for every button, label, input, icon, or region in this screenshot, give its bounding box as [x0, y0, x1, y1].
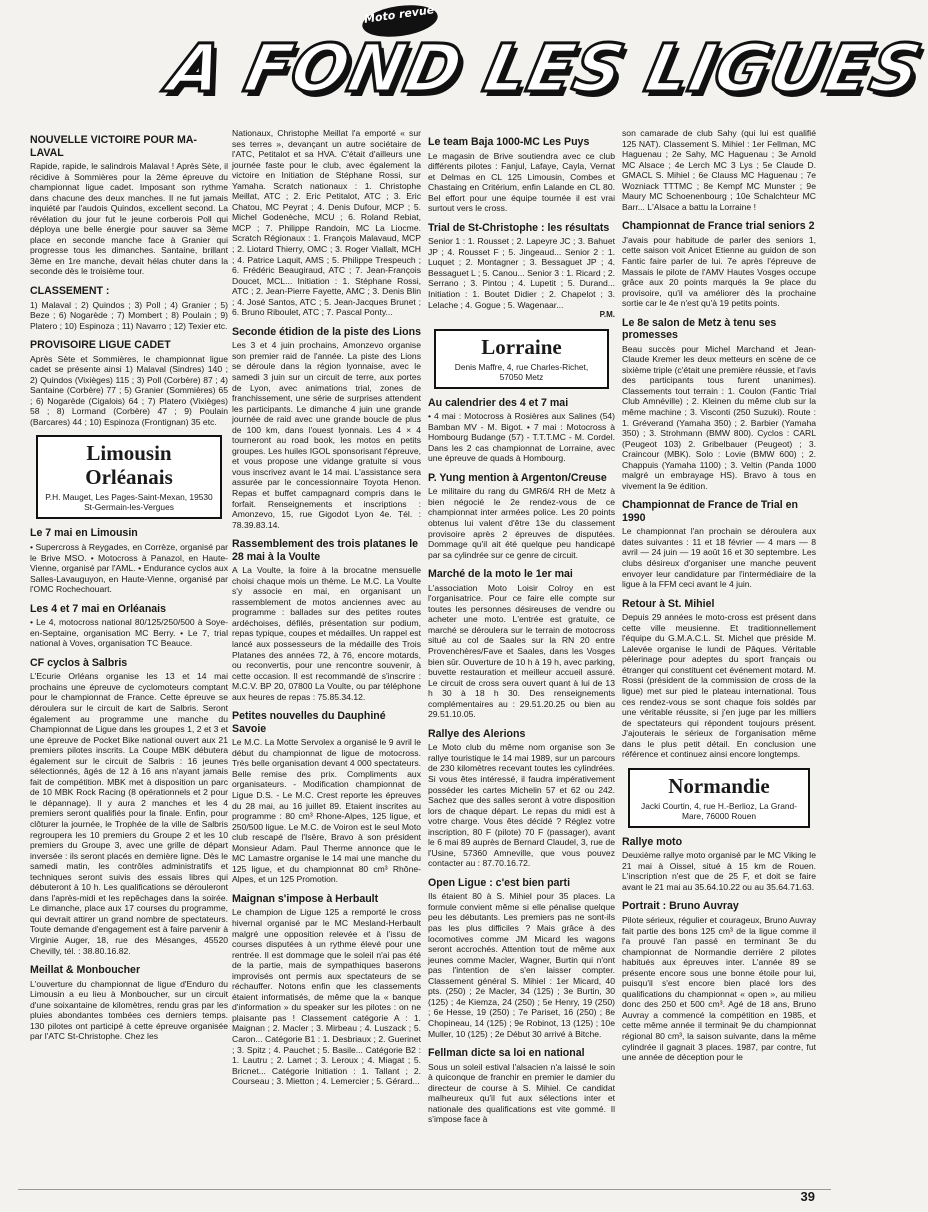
page-title: A FOND LES LIGUES [162, 30, 928, 107]
article-paragraph: Pilote sérieux, régulier et courageux, Bruno Auvray fait partie des bons 125 cm³ de la ligue comme il l'a prouvé l'an passé en terminant 3e du championnat de Normandie derrière 2 pilotes habitués aux épreuves inter. L'année 89 se présente encore sous une bonne étoile pour lui, puisqu'il s'est encore bien placé lors des qualifications du championnat « open », au milieu donc des 250 et 500 cm³. Agé de 18 ans, Bruno Auvray a commencé la compétition en 1985, et cette même année il terminait 9e du championnat régional 80 cm³, la saison suivante, dans la même cylindrée il gagnait 3 places. 1987, par contre, fut une année de déception pour le [622, 914, 816, 1063]
article-heading: Le 7 mai en Limousin [30, 527, 138, 540]
article-heading: CF cyclos à Salbris [30, 656, 128, 669]
article-paragraph: A La Voulte, la foire à la brocatne mensuelle choisi chaque mois un thème. Le M.C. La Voulte s'y associe en mai, en organisant un rassemblement de motos anciennes avec au programme : ballades sur des petites routes ardéchoises, défilés, présentation sur podium, repas typique, coupes et médailles. Un rappel est lancé aux possesseurs de la médaille des Trois Platanes des années 72, à 76, encore motards, ou reconvertis, pour une rencontre souvenir, à cette occasion. Il est recommandé de s'inscrire : M.C.V. BP 20, 07800 La Voulte, ou par téléphone aux heures de repas : 75.85.34.12. [232, 565, 421, 702]
article-paragraph: Le magasin de Brive soutiendra avec ce club différents pilotes : Fanjul, Lafaye, Cayla, Vernat et Delmas en CL 125 Limousin, Combes et Chastaing en Critérium, enfin Lalande en CL 80. Bel effort pour une équipe tournée il est vrai surtout vers le cross. [428, 150, 615, 214]
article-paragraph: Le militaire du rang du GMR6/4 RH de Metz à bien négocié le 2e rendez-vous de ce championnat inter armées police. Les 20 points obtenus lui valent d'être 13e du classement provisoire après 2 épreuves de disputées. Dommage qu'il ait été quelque peu handicapé par sa cylindrée sur ce genre de circuit. [428, 486, 615, 560]
article-heading: Le team Baja 1000-MC Les Puys [428, 136, 590, 148]
league-name: Limousin Orléanais [85, 441, 173, 490]
article-paragraph: • Supercross à Reygades, en Corrèze, organisé par le Brive MSO. • Motocross à Panazol, en Haute-Vienne, organisé par l'AML. • Endurance cyclos aux Salles-Lavauguyon, en Haute-Vienne, organisé par l'OMC Rochechouart. [30, 541, 228, 595]
league-header-box [434, 329, 609, 389]
article-paragraph: • 4 mai : Motocross à Rosières aux Salines (54) Bamban MV - M. Bigot. • 7 mai : Motocross à Hombourg Budange (57) - T.T.T.MC - M. Cordel. Dans les 2 cas championnat de Lorraine, avec une épreuve de quads à Hombourg. [428, 411, 615, 464]
page-number: 39 [800, 1189, 815, 1204]
article-paragraph: son camarade de club Sahy (qui lui est qualifié 125 NAT). Classement S. Mihiel : 1er Fellman, MC Haguenau ; 2e Sahy, MC Haguenau ; 3e Arnold MC Alsace ; 4e Lerch MC 3 Lys ; 5e Claude D. GMACL S. Mihiel ; 6e Clauss MC Haguenau ; 7e Wozniack TTTMC ; 8e Kempf MC Munster ; 9e Maury MC Schoenenbourg ; 10e Schalchteur MC Barr... L'Alsace a battu la Lorraine ! [622, 128, 816, 212]
article-paragraph: Sous un soleil estival l'alsacien n'a laissé le soin à quiconque de franchir en premier le damier du directeur de course à S. Mihiel. Ce candidat malheureux qu'il fut aux sélections inter et nationale des qualifications est vite gommé. Il s'impose face à [428, 1061, 615, 1125]
article-heading: Rallye des Alerions [428, 727, 526, 740]
footer-rule [18, 1189, 831, 1190]
article-paragraph: L'association Moto Loisir Colroy en est l'organisatrice. Pour ce faire elle compte sur toutes les personnes désireuses de vendre ou acheter une moto. L'entrée est gratuite, ce marché se déroulera sur le terrain de motocross situé au col de Saales sur la RN 20 entre Provenchères/Fave et Saales, dans les Vosges bien sûr. Ouverture de 10 h à 19 h, avec parking, buvette restauration et meilleur accueil assuré. Le circuit de cross sera ouvert quant à lui de 13 h 30 à 18 h 30. Des renseignements complémentaires au : 29.51.20.25 ou bien au 29.51.10.05. [428, 582, 615, 720]
article-paragraph: 1) Malaval ; 2) Quindos ; 3) Poll ; 4) Granier ; 5) Beze ; 6) Nogarède ; 7) Mombert ; 8) Poulain ; 9) Platero ; 10) Espinoza ; 11) Navarro ; 12) Texier etc. [30, 299, 228, 331]
column-3 [428, 128, 615, 1127]
moto-revue-logo: Moto revue [360, 1, 439, 41]
article-heading: Retour à St. Mihiel [622, 597, 715, 610]
article-heading: Petites nouvelles du Dauphiné Savoie [232, 710, 386, 735]
article-heading: Rassemblement des trois platanes le 28 mai à la Voulte [232, 538, 419, 563]
article-paragraph: Le championnat l'an prochain se déroulera aux dates suivantes : 11 et 18 février — 4 mars — 8 avril — 24 juin — 19 août 16 et 30 septembre. Les clubs désireux d'organiser une manche peuvent envoyer leur candidature par l'intermédiaire de la ligue à la FFM ceci avant le 4 juin. [622, 526, 816, 590]
article-heading: CLASSEMENT : [30, 285, 110, 298]
article-paragraph: Deuxième rallye moto organisé par le MC Viking le 21 mai à Oissel, situé à 15 km de Rouen. L'inscription n'est que de 25 F, et doit se faire avant le 21 mai au 35.64.10.22 ou au 35.64.71.63. [622, 850, 816, 892]
article-heading: Seconde étidion de la piste des Lions [232, 325, 421, 338]
league-header-box [628, 768, 810, 828]
article-paragraph: Le champion de Ligue 125 a remporté le cross hivernal organisé par le MC Mesland-Herbault malgré une opposition relevée et à l'issu de courses disputées à un rythme élevé pour une rentrée. Il est dommage que le soleil n'ai pas été de la partie, mais de sympathiques baserons improvisés ont permis aux spectateurs de se réchauffer. Notons enfin que les classements étaient informatisés, de même que la « banque d'information » du speaker sur les pilotes : on ne plaisante pas ! Classement catégorie A : 1. Maignan ; 2. Macler ; 3. Mirbeau ; 4. Luszack ; 5. Caron... Catégorie B1 : 1. Desbriaux ; 2. Guerinet ; 3. Spitz ; 4. Pauchet ; 5. Basile... Catégorie B2 : 1. Lautru ; 2. Lamet ; 3. Leroux ; 4. Miagat ; 5. Bricnet... Catégorie Initiation : 1. Tallant ; 2. Courseau ; 3. Mietton ; 4. Lemercier ; 5. Gérard... [232, 907, 421, 1087]
article-heading: Maignan s'impose à Herbault [232, 892, 379, 905]
article-heading: Open Ligue : c'est bien parti [428, 876, 571, 889]
league-name: Normandie [668, 773, 770, 798]
article-heading: P. Yung mention à Argenton/Creuse [428, 471, 607, 484]
article-paragraph: Les 3 et 4 juin prochains, Amonzevo organise son premier raid de l'année. La piste des Lions se déroule dans la région lyonnaise, avec le samedi 3 juin sur un circuit de terre, aux portes de Lyon, avec animations trial, zones de franchissement, une série de surprises attendent les participants. Le dimanche 4 juin une grande journée de raid avec une grande boucle de plus de 100 km, dans l'ouest lyonnais. Les 4 × 4 tourneront au road book, les motos en petits groupes. Les huiles IGOL sponsorisant l'épreuve, et vous propose une vidange gratuite si vous vous inscrivez avant le 14 mai. L'assistance sera assurée par le concessionnaire Toyota Henon. Repas et buffet campagnard compris dans le forfait. Renseignements et inscriptions : Amonzevo, 15, rue Gigodot Lyon 4e. Tél. : 78.39.83.14. [232, 340, 421, 530]
article-paragraph: J'avais pour habitude de parler des seniors 1, cette saison voit Anicet Etienne au guidon de son Fantic faire parler de lui. 7e après l'épreuve de Massais le pilote de l'AMV Hautes Vosges occupe grâce aux 20 points marqués la 9e place du provisoire, qu'il va améliorer dès la prochaine sortie car le 4e n'est qu'à 19 petits points. [622, 234, 816, 309]
article-paragraph: • Le 4, motocross national 80/125/250/500 à Soye-en-Septaine, organisation MC Berry. • Le 7, trial national à Voves, organisation TC Beauce. [30, 617, 228, 649]
article-heading: NOUVELLE VICTOIRE POUR MA-LAVAL [30, 134, 197, 159]
author-signature: P.M. [599, 310, 615, 320]
article-paragraph: Depuis 29 années le moto-cross est présent dans cette ville meusienne. Et traditionnellement l'équipe du G.M.A.C.L. St. Michel que préside M. Lalevée organise le lundi de Pâques. Véritable pèlerinage pour adeptes du sport français ou étranger qui constituent cet événement motard. M. Rossi (président de la commission de cross de la ligue) met sur pied le plateau international. Tous ces rendez-vous se sont chaque fois soldés par une véritable réussite, si j'en juge par les milliers de spectateurs qui répondent toujours présent. J'ajouterais le sérieux de l'organisation même dans le plus petit détail. En conclusion une référence et continuez ainsi encore longtemps. [622, 612, 816, 760]
article-heading: Le 8e salon de Metz à tenu ses promesses [622, 316, 777, 342]
article-heading: Championnat de France de Trial en 1990 [622, 499, 799, 524]
league-name: Lorraine [481, 334, 562, 359]
masthead [0, 0, 928, 120]
article-paragraph: L'Ecurie Orléans organise les 13 et 14 mai prochains une épreuve de cyclomoteurs comptant pour le championnat de France. Cette épreuve se déroulera sur le circuit de kart de Salbris. Seront également au programme une manche du Championnat de Ligue dans les groupes 1, 2 et 3 et une épreuve de Pocket Bike national ouvert aux 21 premiers pilotes inscrits. La Coupe MBK débutera également sur le circuit de Salbris : 16 jeunes sélectionnés, âgés de 12 à 16 ans n'ayant jamais fait de compétition. MBK met à disposition un parc de 10 MBK Rock Racing (8 opérationnels et 2 pour le dépannage). Il y aura 2 manches et les 4 premiers seront qualifiés pour la finale. Enfin, pour clôturer la journée, le Trophée de la ville de Salbris regroupera les 10 premiers du Groupe 2 et les 10 premiers du Groupe 3, avec une grille de départ inversée : ils seront placés en dernière ligne. Dès le samedi matin, les contrôles administratifs et techniques seront suivis des essais libres qui débuteront à 10 h. Les qualifications se dérouleront dans l'après-midi et les repêchages dans la soirée. Le dimanche, place aux 17 courses du programme, qui devrait attirer un grand nombre de spectateurs. Toute demande d'engagement est à faire parvenir à Virginie Auger, 18, rue des Mésanges, 45520 Chevilly, tél. : 38.80.16.82. [30, 671, 228, 956]
article-heading: Championnat de France trial seniors 2 [622, 220, 815, 233]
article-paragraph: Nationaux, Christophe Meillat l'a emporté « sur ses terres », devançant un autre sociétaire de l'ATC, Petitalot et sa HVA. C'était d'ailleurs une journée faste pour le club, avec également la victoire en Initiation de Stéphane Rossi, sur Yamaha. Scratch nationaux : 1. Christophe Meillat, ATC ; 2. Eric Petitalot, ATC ; 3. Eric Chatou, MC Peyrat ; 4. Denis Dufour, MCP ; 5. Michel Godenèche, MCU ; 6. Roland Rebiat, MCP ; 7. Philippe Randoin, MC La Liocme. Scratch Régionaux : 1. François Malavaud, MCP ; 2. Liotard Thierry, OMC ; 3. Roger Viallalt, MCH ; 4. Patrice Laquit, AMS ; 5. Philippe Trespeuch ; 6. Frédéric Beaugiraud, ATC ; 7. Jean-François Doucet, MCL... Initiation : 1. Stéphane Rossi, ATC ; 2. Jean-Pierre Fayette, AMC ; 3. Denis Blin ; 4. José Santos, ATC ; 5. Jean-Jacques Brunet ; 6. Bruno Riboulet, ATC ; 7. Pascal Ponty... [232, 128, 421, 318]
article-heading: Meillat & Monboucher [30, 964, 141, 977]
article-paragraph: Ils étaient 80 à S. Mihiel pour 35 places. La formule convient même si elle pénalise quelque peu les débutants. Les premiers pas ne sont-ils pas les plus difficiles ? Mais grâce à des locomotives comme JM Micard les wagons seront accrochés. Attention tout de même aux jeunes comme Macler, Wagner, Burtin qui n'ont pas l'intention de s'en laisser compter. Classement général S. Mihiel : 1er Micard, 40 pts. (250) ; 2e Macler, 34 (125) ; 3e Burtin, 30 (125) ; 4e Kiemza, 24 (250) ; 5e Henry, 19 (250) ; 6e Hesse, 19 (250) ; 7e Pariset, 16 (250) ; 8e Chopineau, 14 (125) ; 9e Robinot, 13 (125) ; 10e Muller, 10 (125) ; 2e Début 30 arrivé à Bitche. [428, 891, 615, 1039]
article-heading: Portrait : Bruno Auvray [622, 900, 739, 913]
league-header-box [36, 435, 222, 519]
article-heading: Les 4 et 7 mai en Orléanais [30, 602, 167, 615]
column-2 [232, 128, 421, 1089]
article-paragraph: Le Moto club du même nom organise son 3e rallye touristique le 14 mai 1989, sur un parcours de 230 kilomètres recevant toutes les cylindrées. Si vous êtes intéressé, il faudra impérativement posséder les cartes Michelin 57 et 62 ou 242. Sachez que des salles seront à votre disposition lors de chaque départ. Le repas du midi est à votre charge. Vous êtes décidé ? Réglez votre inscription, 80 F (pilote) 70 F (passager), avant le 6 mai 89 auprès de Bernard Claudel, 3, rue de l'Usine, 57360 Amneville, que vous pouvez contacter au : 87.70.16.72. [428, 742, 615, 869]
article-paragraph: Le M.C. La Motte Servolex a organisé le 9 avril le début du championnat de ligue de motocross. Très belle organisation devant 4 000 spectateurs. Belle remise des prix. Compliments aux organisateurs. - Modification championnat de Ligue D.S. - Le M.C. Crest reporte les épreuves du 28 mai, au 16 juillet 89. Etaient inscrites au programme : 80 cm³ Rhone-Alpes, 125 ligue, et 250/500 ligue. Le M.C. de Voiron est le seul Moto club rescapé de l'Isère, Bravo à son président Monsieur Adam. Paul Therme annonce que le MC Lamastre organise le 14 mai une manche du 125 ligue, et du championnat 80 cm³ Rhône-Alpes, et un 125 Promotion. [232, 737, 421, 885]
league-address: Denis Maffre, 4, rue Charles-Richet, 57050 Metz [454, 361, 589, 382]
article-heading: Au calendrier des 4 et 7 mai [428, 396, 569, 409]
article-heading: PROVISOIRE LIGUE CADET [30, 339, 171, 352]
article-paragraph: Beau succès pour Michel Marchand et Jean-Claude Kremer les deux metteurs en scène de ce sixième triple (c'était une première réussie, et l'avis des participants tous furent unanimes). Classements tout terrain : 1. Coulon (Fantic Trial Club Amnéville) ; 2. Kleinen du même club sur la même machine ; 3. Visconti (250 Suzuki). Route : 1. Gréverand (Yamaha 350) ; 2. Barbier (Yamaha 350) ; 3. Strohmann (BMW 800). Cyclos : CARL (Peugeot 103) 2. Gribelbauer (Peugeot) ; 3. Craincour (MBK). Solo : Lovie (BMW 600) ; 2. Chappuis (Yamaha 1100) ; 3. Veltin (Panda 1000 malgré un embrayage HS). Bravo à tous en vivement la 9e édition. [622, 343, 816, 491]
column-1 [30, 126, 228, 1044]
article-heading: Marché de la moto le 1er mai [428, 568, 573, 581]
column-4 [622, 128, 816, 1065]
article-paragraph: Senior 1 : 1. Rousset ; 2. Lapeyre JC ; 3. Bahuet JP ; 4. Rousset F ; 5. Jingeaud... Senior 2 : 1. Luquet ; 2. Montagner ; 3. Bessaguet JP ; 4. Bessaguet L ; 5. Canou... Senior 3 : 1. Ricard ; 2. Serrano ; 3. Pintou ; 4. Lupetit ; 5. Durand... Initiation : 1. Boutet Didier ; 2. Chapelot ; 3. Lelache ; 4. Gogue ; 5. Wagenaar... [428, 236, 615, 310]
league-address: Jacki Courtin, 4, rue H.-Berlioz, La Grand-Mare, 76000 Rouen [641, 800, 797, 821]
article-paragraph: Rapide, rapide, le salindrois Malaval ! Après Sète, il récidive à Sommières pour la 2ème épreuve du championnat ligue cadet. Imposant son rythme dans chacune des deux manches. Il ne fut jamais inquiété par l'audois Quindos, excellent second. La révélation du jour fut le jeune corberois Poll qui déploya une belle énergie pour sauver sa 3ème place en seconde manche face à Granier qui progresse tous les dimanches. Santaine, brillant 3ème en 1re manche, devait hélas chuter dans la seconde dès le troisième tour. [30, 161, 228, 277]
article-heading: Fellman dicte sa loi en national [428, 1047, 585, 1060]
league-address: P.H. Mauget, Les Pages-Saint-Mexan, 19530 St-Germain-les-Vergues [45, 492, 213, 513]
article-paragraph: L'ouverture du championnat de ligue d'Enduro du Limousin a eu lieu à Monboucher, sur un circuit d'une soixantaine de kilomètres, rendu gras par les pluies abondantes tombées ces derniers temps. 130 pilotes ont participé à cette épreuve organisée par l'ATC St-Christophe. Chez les [30, 978, 228, 1042]
article-heading: Trial de St-Christophe : les résultats [428, 221, 610, 234]
article-heading: Rallye moto [622, 835, 683, 848]
article-paragraph: Après Sète et Sommières, le championnat ligue cadet se présente ainsi 1) Malaval (Sindres) 140 ; 2) Quindos (Vixièges) 115 ; 3) Poll (Corbère) 87 ; 4) Santaine (Corbère) 77 ; 5) Granier (Sommières) 65 ; 6) Nogarède (Cigalois) 64 ; 7) Platero (Vixièges) 58 ; 8) Lormand (Corbère) 47 ; 9) Poulain (Barcares) 44 ; 10) Espinoza (Frontignan) 35 etc. [30, 353, 228, 427]
